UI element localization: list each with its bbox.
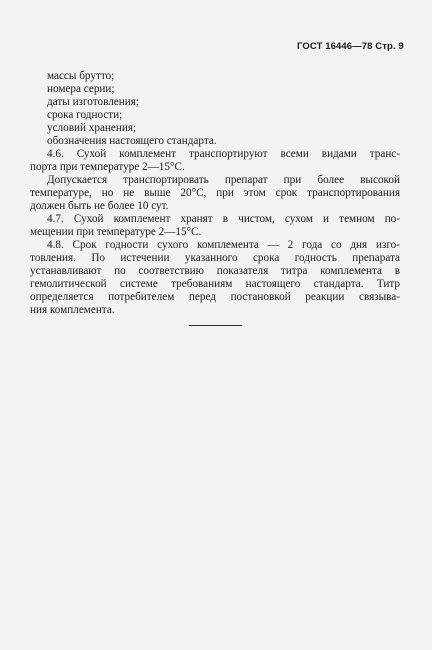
paragraph-line: определяется потребителем перед постановкой реакции связыва-	[30, 291, 400, 303]
page-number: Стр. 9	[375, 41, 404, 52]
list-item: номера серии;	[47, 83, 115, 95]
list-item: массы брутто;	[47, 70, 115, 82]
paragraph-line: температуре, но не выше 20°С, при этом срок транспортирования	[30, 187, 400, 199]
list-item: обозначения настоящего стандарта.	[47, 135, 217, 147]
list-item: условий хранения;	[47, 122, 137, 134]
standard-number: ГОСТ 16446—78	[297, 41, 373, 52]
list-item: даты изготовления;	[47, 96, 139, 108]
section-divider	[189, 325, 242, 326]
paragraph-line: Допускается транспортировать препарат при более высокой	[47, 174, 400, 186]
paragraph-line: гемолитической системе требованиям настоящего стандарта. Титр	[30, 278, 400, 290]
paragraph-line: мещении при температуре 2—15°С.	[30, 226, 202, 238]
paragraph-line: товления. По истечении указанного срока годность препарата	[30, 252, 400, 264]
paragraph-line: должен быть не более 10 сут.	[30, 200, 169, 212]
list-item: срока годности;	[47, 109, 123, 121]
paragraph-line: устанавливают по соответствию показателя титра комплемента в	[30, 265, 400, 277]
paragraph-line: 4.6. Сухой комплемент транспортируют всеми видами транс-	[47, 148, 400, 160]
paragraph-line: порта при температуре 2—15°С.	[30, 161, 185, 173]
paragraph-line: 4.8. Срок годности сухого комплемента — 2 года со дня изго-	[47, 239, 400, 251]
paragraph-line: 4.7. Сухой комплемент хранят в чистом, сухом и темном по-	[47, 213, 400, 225]
paragraph-line: ния комплемента.	[30, 304, 115, 316]
